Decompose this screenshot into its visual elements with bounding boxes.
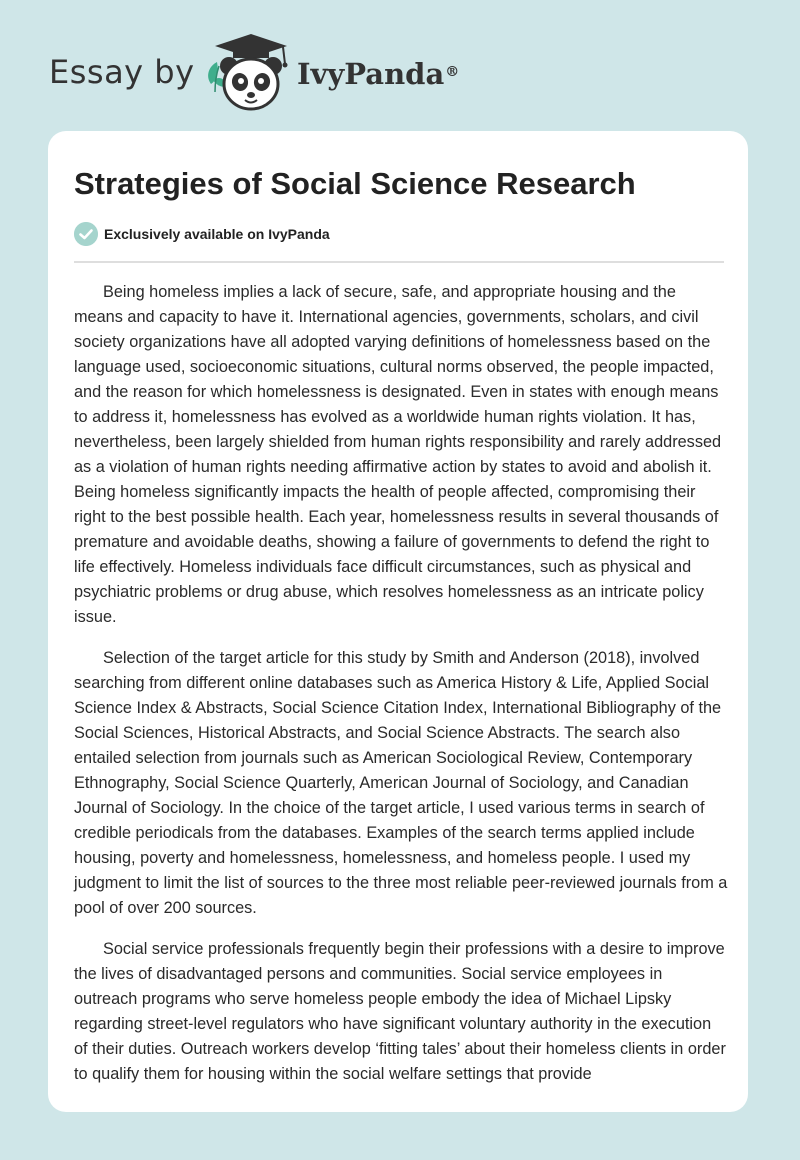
check-circle-icon	[74, 222, 98, 246]
brand-name-label: IvyPanda	[297, 57, 445, 91]
exclusive-badge	[74, 222, 674, 246]
essay-title: Strategies of Social Science Research	[74, 166, 636, 201]
title-divider	[74, 261, 724, 263]
essay-paragraph-2: Selection of the target article for this study by Smith and Anderson (2018), involved searching from different online databases such as America History & Life, Applied Social Science Index & Abstracts, Social Science Citation Index, International Bibliography of the Social Sciences, Historical Abstracts, and Social Science Abstracts. The search also entailed selection from journals such as American Sociological Review, Contemporary Ethnography, Social Science Quarterly, American Journal of Sociology, and Canadian Journal of Sociology. In the choice of the target article, I used various terms in search of credible periodicals from the databases. Examples of the search terms applied include housing, poverty and homelessness, homelessness, and homeless people. I used my judgment to limit the list of sources to the three most reliable peer-reviewed journals from a pool of over 200 sources.	[74, 649, 728, 917]
site-header-brand[interactable]	[49, 28, 509, 118]
essay-paragraph-1: Being homeless implies a lack of secure, safe, and appropriate housing and the means and capacity to have it. International agencies, governments, scholars, and civil society organizations have all adopted varying definitions of homelessness based on the language used, socioeconomic situations, cultural norms observed, the people impacted, and the reason for which homelessness is designated. Even in states with enough means to address it, homelessness has evolved as a worldwide human rights violation. It has, nevertheless, been largely shielded from human rights responsibility and rarely addressed as a violation of human rights needing affirmative action by states to avoid and abolish it. Being homeless significantly impacts the health of people affected, compromising their right to the best possible health. Each year, homelessness results in several thousands of premature and avoidable deaths, showing a failure of governments to defend the right to life effectively. Homeless individuals face difficult circumstances, such as physical and psychiatric problems or drug abuse, which resolves homelessness as an intricate policy issue.	[74, 283, 722, 626]
essay-card	[48, 131, 748, 1112]
registered-mark: ®	[445, 64, 460, 80]
brand-prefix-text: Essay by	[49, 53, 195, 91]
panda-graduate-logo-icon	[203, 32, 295, 114]
exclusive-badge-text: Exclusively available on IvyPanda	[104, 226, 330, 242]
brand-name-text	[297, 54, 459, 94]
essay-body	[74, 280, 728, 1103]
essay-paragraph-3: Social service professionals frequently begin their professions with a desire to improve the lives of disadvantaged persons and communities. Social service employees in outreach programs who serve homeless people embody the idea of Michael Lipsky regarding street-level regulators who have significant voluntary authority in the execution of their duties. Outreach workers develop ‘fitting tales’ about their homeless clients in order to qualify them for housing within the social welfare settings that provide	[74, 940, 726, 1083]
